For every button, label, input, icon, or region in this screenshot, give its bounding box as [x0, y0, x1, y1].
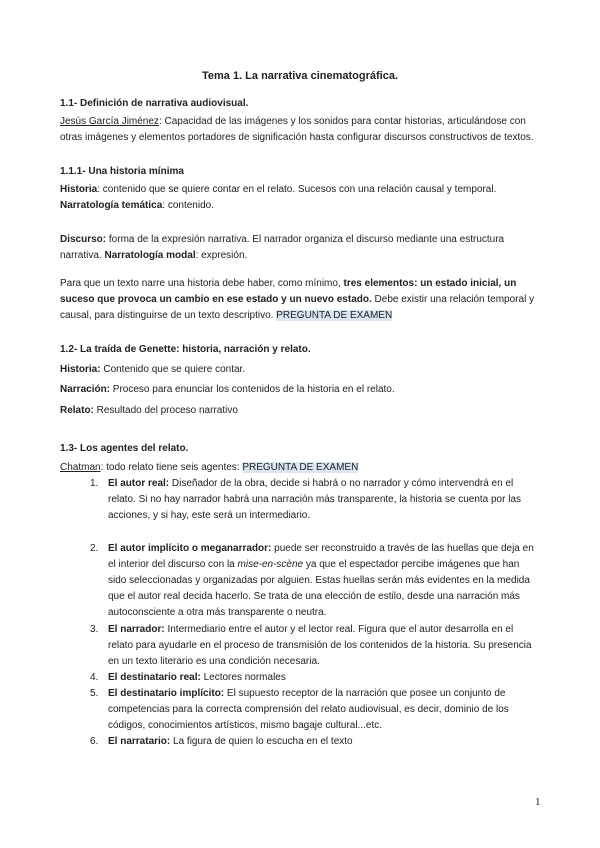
- list-number: 1.: [90, 478, 99, 489]
- tres-elementos-bold: tres elementos: un estado inicial, un suceso que provoca un cambio en ese estado y un nuevo estado.: [60, 278, 517, 305]
- author-garcia-jimenez: Jesús García Jiménez: [60, 116, 159, 127]
- discurso-paragraph: [60, 232, 540, 264]
- author-chatman: Chatman: [60, 462, 101, 473]
- genette-relato: [60, 403, 540, 419]
- page-number: 1: [535, 796, 541, 808]
- list-number: 4.: [90, 672, 99, 683]
- agent-label: El narratario:: [108, 736, 171, 747]
- genette-historia-text: Contenido que se quiere contar.: [100, 364, 246, 375]
- agent-text-italic: mise-en-scène: [237, 559, 304, 570]
- tres-elementos-intro: Para que un texto narre una historia debe haber, como mínimo,: [60, 278, 344, 289]
- historia-text: : contenido que se quiere contar en el relato. Sucesos con una relación causal y temporal.: [97, 184, 497, 195]
- document-title: Tema 1. La narrativa cinematográfica.: [201, 70, 399, 82]
- agent-label: El autor real:: [108, 478, 170, 489]
- agents-list: [90, 476, 540, 750]
- agent-text: Lectores normales: [200, 672, 286, 683]
- narratologia-tematica-label: Narratología temática: [60, 200, 163, 211]
- agent-text: puede ser reconstruido a través de las huellas que deja en el interior del discurso con la: [108, 543, 534, 570]
- chatman-intro: [60, 460, 540, 476]
- section-1-1-1-heading: 1.1.1- Una historia mínima: [60, 166, 184, 177]
- list-number: 2.: [90, 543, 99, 554]
- genette-historia: [60, 362, 540, 378]
- agent-label: El narrador:: [108, 624, 165, 635]
- genette-relato-label: Relato:: [60, 405, 94, 416]
- genette-relato-text: Resultado del proceso narrativo: [93, 405, 238, 416]
- discurso-label: Discurso:: [60, 234, 107, 245]
- section-1-3-heading: 1.3- Los agentes del relato.: [60, 443, 189, 454]
- list-item: [90, 541, 540, 622]
- list-number: 6.: [90, 736, 99, 747]
- list-item: [90, 622, 540, 670]
- list-number: 3.: [90, 624, 99, 635]
- discurso-text: forma de la expresión narrativa. El narrador organiza el discurso mediante una estructura narrativa.: [60, 234, 505, 261]
- exam-highlight: PREGUNTA DE EXAMEN: [276, 310, 393, 321]
- list-number: 5.: [90, 688, 99, 699]
- tres-elementos-rest: Debe existir una relación temporal y causal, para distinguirse de un texto descriptivo.: [60, 294, 535, 321]
- narratologia-modal-text: : expresión.: [195, 250, 248, 261]
- agent-label: El destinatario implícito:: [108, 688, 225, 699]
- agent-text: Diseñador de la obra, decide si habrá o no narrador y cómo intervendrá en el relato. Si no hay narrador habrá una narración más transparente, la historia se cuenta por las acciones, y si hay, este será un intermediario.: [108, 478, 522, 521]
- narratologia-tematica-text: : contenido.: [162, 200, 214, 211]
- list-item: [90, 476, 540, 541]
- agent-label: El destinatario real:: [108, 672, 201, 683]
- narratologia-modal-label: Narratología modal: [104, 250, 196, 261]
- chatman-intro-text: : todo relato tiene seis agentes:: [100, 462, 243, 473]
- section-1-1-heading: 1.1- Definición de narrativa audiovisual.: [60, 98, 249, 109]
- genette-narracion-text: Proceso para enunciar los contenidos de la historia en el relato.: [110, 384, 395, 395]
- agent-text: La figura de quien lo escucha en el texto: [170, 736, 353, 747]
- agent-text: Intermediario entre el autor y el lector real. Figura que el autor desarrolla en el relato para ayudarle en el proceso de transmisión de los contenidos de la historia. Su presencia en un texto literario es una condición necesaria.: [108, 624, 532, 667]
- genette-historia-label: Historia:: [60, 364, 101, 375]
- historia-label: Historia: [60, 184, 98, 195]
- list-item: [90, 734, 540, 750]
- definition-text: : Capacidad de las imágenes y los sonidos para contar historias, articulándose con otras imágenes y elementos portadores de significación hasta configurar discursos constructivos de textos.: [60, 116, 534, 143]
- agent-label: El autor implícito o meganarrador:: [108, 543, 272, 554]
- list-item: [90, 686, 540, 734]
- section-1-2-heading: 1.2- La traída de Genette: historia, narración y relato.: [60, 344, 311, 355]
- agent-text: ya que el espectador percibe imágenes que han sido seleccionadas y organizadas por alguien. Estas huellas serán más evidentes en la medida que el autor real decida hacerlo. Se trata de una elección de estilo, desde una narración más autoconsciente a otra más transparente o neutra.: [108, 559, 530, 618]
- historia-paragraph: [60, 182, 540, 214]
- agent-text: El supuesto receptor de la narración que posee un conjunto de competencias para la correcta comprensión del relato audiovisual, es decir, dominio de los códigos, conocimientos artísticos, mismo bagaje cultural...etc.: [108, 688, 509, 731]
- list-item: [90, 670, 540, 686]
- exam-highlight-agents: PREGUNTA DE EXAMEN: [242, 462, 359, 473]
- genette-narracion-label: Narración:: [60, 384, 111, 395]
- genette-narracion: [60, 382, 540, 398]
- tres-elementos-paragraph: [60, 276, 540, 324]
- section-1-1-paragraph: [60, 114, 540, 146]
